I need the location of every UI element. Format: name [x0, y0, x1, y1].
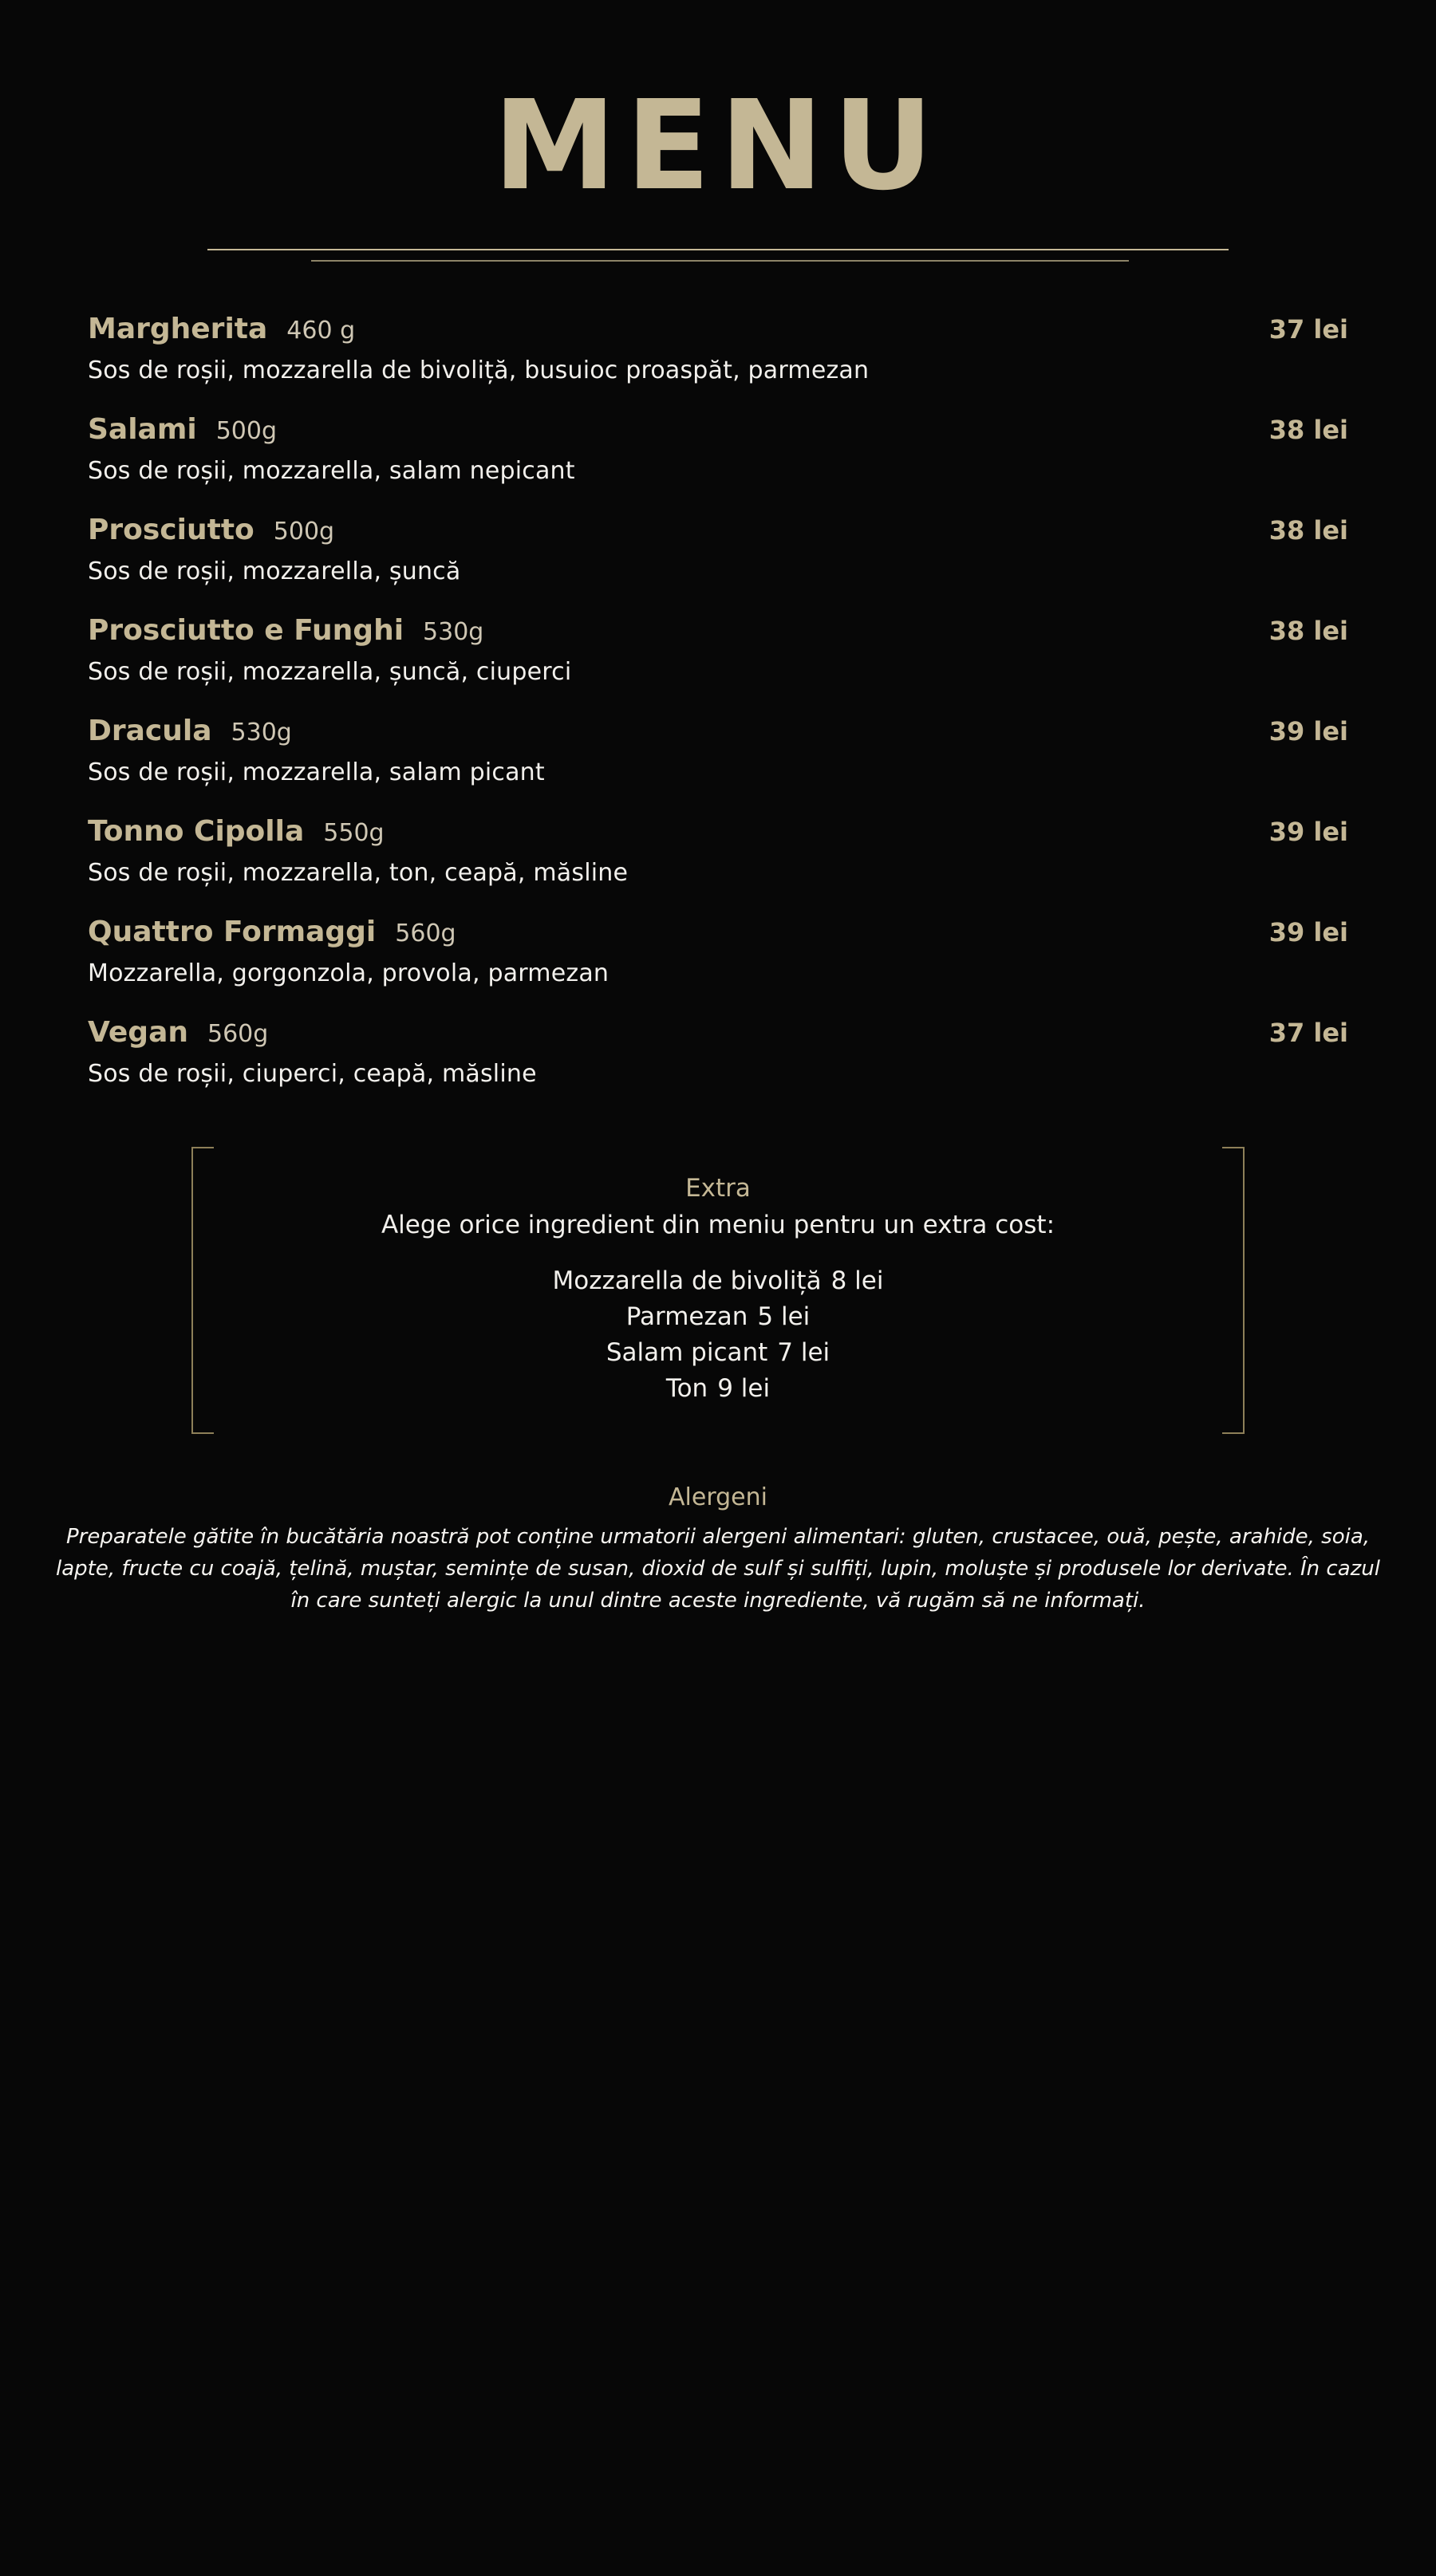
menu-item-name: Vegan [88, 1016, 188, 1049]
menu-item-header [88, 413, 1348, 446]
extra-option-price: 9 lei [717, 1373, 771, 1403]
menu-item-weight: 500g [215, 417, 278, 445]
list-item [88, 916, 1348, 987]
menu-item-header [88, 715, 1348, 747]
list-item [88, 614, 1348, 686]
page-title: MENU [493, 73, 943, 218]
extra-option [191, 1371, 1245, 1407]
extra-option-price: 7 lei [777, 1337, 830, 1367]
extra-subtitle: Alege orice ingredient din meniu pentru un extra cost: [381, 1211, 1055, 1239]
allergens-title: Alergeni [669, 1483, 767, 1511]
list-item [88, 313, 1348, 384]
extra-option-price: 5 lei [757, 1302, 811, 1331]
menu-item-weight: 460 g [286, 317, 356, 345]
menu-item-description: Sos de roșii, mozzarella, ton, ceapă, măsline [88, 859, 629, 887]
list-item [88, 413, 1348, 485]
extra-section [191, 1147, 1245, 1431]
extra-option-price: 8 lei [830, 1266, 884, 1295]
menu-item-header [88, 815, 1348, 848]
allergens-section [40, 1483, 1396, 1673]
menu-item-weight: 550g [323, 819, 385, 847]
menu-item-name: Quattro Formaggi [88, 916, 377, 948]
menu-item-name: Margherita [88, 313, 268, 345]
menu-item-price: 38 lei [1268, 515, 1348, 546]
menu-item-name: Prosciutto [88, 514, 254, 546]
bracket-right [1222, 1147, 1245, 1434]
menu-item-weight: 530g [231, 719, 292, 746]
menu-header [0, 0, 1436, 265]
menu-item-price: 39 lei [1268, 716, 1348, 746]
menu-item-name: Dracula [88, 715, 212, 747]
list-item [88, 514, 1348, 585]
menu-item-price: 38 lei [1268, 616, 1348, 646]
extra-option-list [191, 1263, 1245, 1407]
title-divider [207, 249, 1229, 265]
menu-item-name: Prosciutto e Funghi [88, 614, 404, 647]
menu-item-price: 39 lei [1268, 917, 1348, 947]
list-item [88, 715, 1348, 786]
extra-option-name: Salam picant [606, 1337, 768, 1367]
menu-item-header [88, 614, 1348, 647]
menu-item-list [88, 313, 1348, 1088]
menu-item-weight: 560g [395, 920, 456, 947]
menu-item-weight: 500g [273, 518, 335, 546]
menu-item-name: Tonno Cipolla [88, 815, 305, 848]
menu-item-weight: 530g [423, 618, 484, 646]
extra-option-name: Parmezan [625, 1302, 748, 1331]
menu-item-header [88, 916, 1348, 948]
menu-item-name: Salami [88, 413, 197, 446]
list-item [88, 815, 1348, 887]
menu-item-price: 37 lei [1268, 314, 1348, 345]
extra-title: Extra [685, 1174, 751, 1203]
bracket-left [191, 1147, 214, 1434]
menu-item-description: Sos de roșii, mozzarella de bivoliță, busuioc proaspăt, parmezan [88, 356, 870, 384]
allergens-text: Preparatele gătite în bucătăria noastră pot conține urmatorii alergeni alimentari: gluten, crustacee, ouă, pește, arahide, soia, lapte, fructe cu coajă, țelină, muștar, semințe de susan, dioxid de sulf și sulfiți, lupin, moluște și produsele lor derivate. În cazul în care sunteți alergic la unul dintre aceste ingrediente, vă rugăm să ne informați. [55, 1524, 1380, 1613]
extra-option-name: Ton [665, 1373, 708, 1403]
menu-item-header [88, 313, 1348, 345]
menu-item-price: 37 lei [1268, 1018, 1348, 1048]
menu-item-description: Sos de roșii, mozzarella, salam nepicant [88, 457, 575, 485]
extra-option [191, 1335, 1245, 1371]
extra-option [191, 1263, 1245, 1299]
extra-option-name: Mozzarella de bivoliță [552, 1266, 822, 1295]
divider-line-bottom [311, 260, 1129, 262]
menu-item-description: Sos de roșii, mozzarella, șuncă [88, 557, 461, 585]
extra-option [191, 1299, 1245, 1335]
menu-item-header [88, 514, 1348, 546]
menu-item-price: 38 lei [1268, 415, 1348, 445]
menu-item-header [88, 1016, 1348, 1049]
menu-item-price: 39 lei [1268, 817, 1348, 847]
menu-item-description: Sos de roșii, mozzarella, salam picant [88, 758, 545, 786]
menu-item-description: Sos de roșii, ciuperci, ceapă, măsline [88, 1060, 537, 1088]
divider-line-top [207, 249, 1229, 250]
list-item [88, 1016, 1348, 1088]
menu-item-description: Sos de roșii, mozzarella, șuncă, ciuperci [88, 658, 572, 686]
menu-item-description: Mozzarella, gorgonzola, provola, parmezan [88, 959, 610, 987]
menu-item-weight: 560g [207, 1020, 269, 1048]
